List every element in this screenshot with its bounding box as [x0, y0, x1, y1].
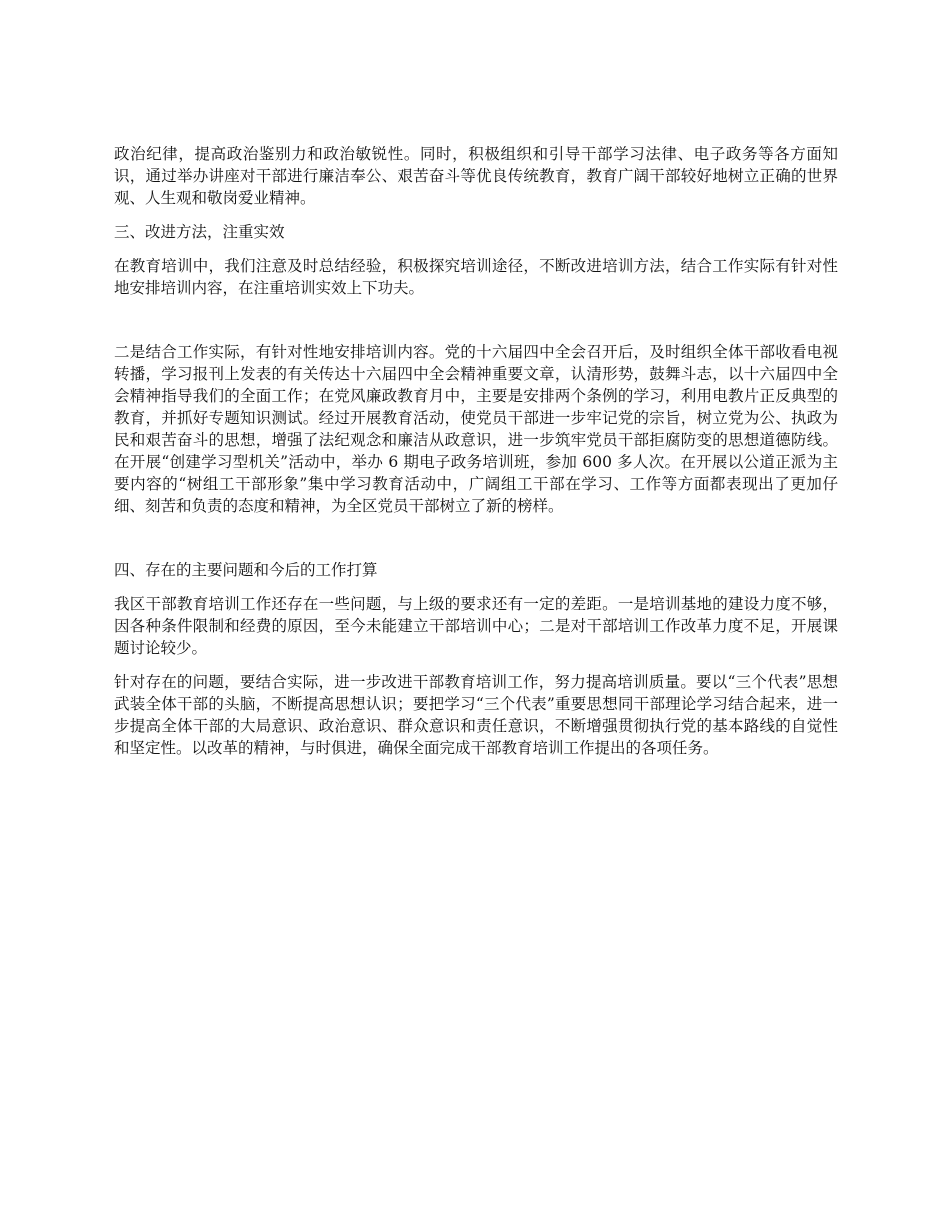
- paragraph-training-methods: 在教育培训中，我们注意及时总结经验，积极探究培训途径，不断改进培训方法，结合工作实际有针对性地安排培训内容，在注重培训实效上下功夫。: [114, 257, 838, 297]
- section-heading-4: 四、存在的主要问题和今后的工作打算: [114, 561, 378, 579]
- paragraph-existing-problems: 我区干部教育培训工作还存在一些问题，与上级的要求还有一定的差距。一是培训基地的建设力度不够，因各种条件限制和经费的原因，至今未能建立干部培训中心；二是对干部培训工作改革力度不足，开展课题讨论较少。: [114, 595, 838, 657]
- paragraph-work-practice: 二是结合工作实际，有针对性地安排培训内容。党的十六届四中全会召开后，及时组织全体干部收看电视转播，学习报刊上发表的有关传达十六届四中全会精神重要文章，认清形势，鼓舞斗志，以十六届四中全会精神指导我们的全面工作；在党风廉政教育月中，主要是安排两个条例的学习，利用电教片正反典型的教育，并抓好专题知识测试。经过开展教育活动，使党员干部进一步牢记党的宗旨，树立党为公、执政为民和艰苦奋斗的思想，增强了法纪观念和廉洁从政意识，进一步筑牢党员干部拒腐防变的思想道德防线。在开展“创建学习型机关”活动中，举办 6 期电子政务培训班，参加 600 多人次。在开展以公道正派为主要内容的“树组工干部形象”集中学习教育活动中，广阔组工干部在学习、工作等方面都表现出了更加仔细、刻苦和负责的态度和精神，为全区党员干部树立了新的榜样。: [114, 343, 838, 515]
- spacer: [114, 311, 838, 341]
- paragraph-future-plans: 针对存在的问题，要结合实际，进一步改进干部教育培训工作，努力提高培训质量。要以“三个代表”思想武装全体干部的头脑，不断提高思想认识；要把学习“三个代表”重要思想同干部理论学习结合起来，进一步提高全体干部的大局意识、政治意识、群众意识和责任意识，不断增强贯彻执行党的基本路线的自觉性和坚定性。以改革的精神，与时俱进，确保全面完成干部教育培训工作提出的各项任务。: [114, 673, 838, 757]
- document-body: [114, 143, 838, 771]
- paragraph-political-discipline: 政治纪律，提高政治鉴别力和政治敏锐性。同时，积极组织和引导干部学习法律、电子政务等各方面知识，通过举办讲座对干部进行廉洁奉公、艰苦奋斗等优良传统教育，教育广阔干部较好地树立正确的世界观、人生观和敬岗爱业精神。: [114, 145, 838, 207]
- spacer: [114, 529, 838, 559]
- section-heading-3: 三、改进方法，注重实效: [114, 223, 285, 241]
